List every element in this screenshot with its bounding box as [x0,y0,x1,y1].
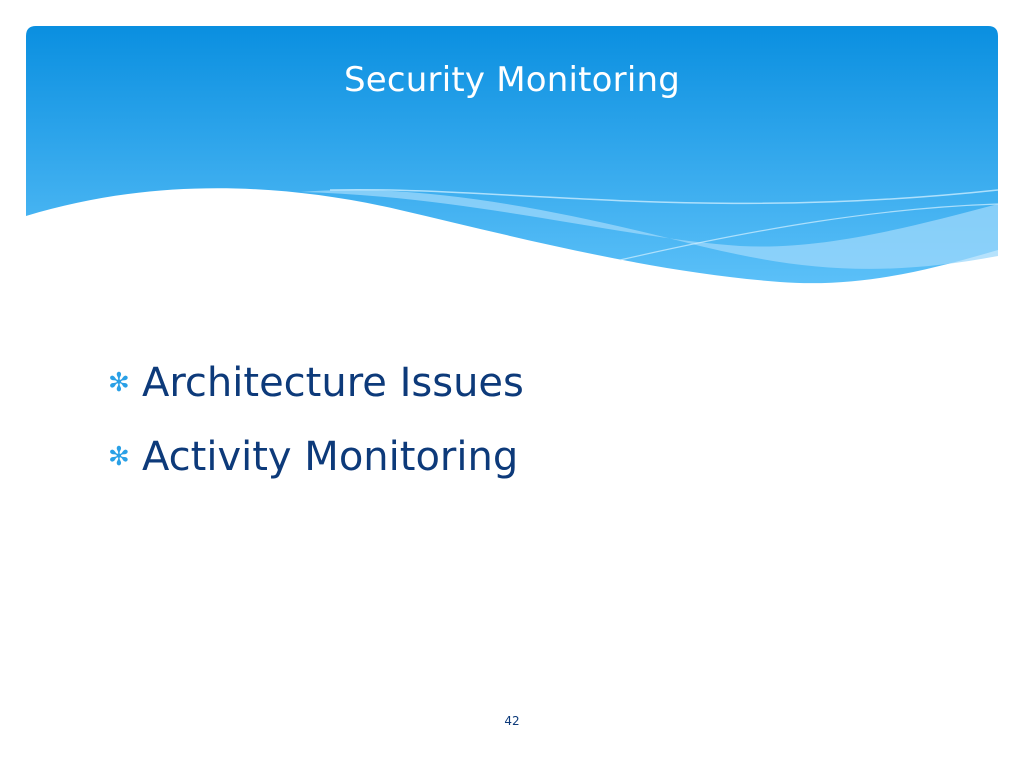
asterisk-bullet-icon: ✻ [108,368,130,398]
bullet-item-architecture-issues [108,346,524,420]
bullet-text: Activity Monitoring [142,434,519,480]
slide-title: Security Monitoring [343,60,681,100]
header-wave-background [0,0,1024,300]
bullet-text: Architecture Issues [142,360,524,406]
page-number: 42 [504,714,520,728]
bullet-item-activity-monitoring [108,420,524,494]
asterisk-bullet-icon: ✻ [108,442,130,472]
bullet-list [108,346,524,494]
